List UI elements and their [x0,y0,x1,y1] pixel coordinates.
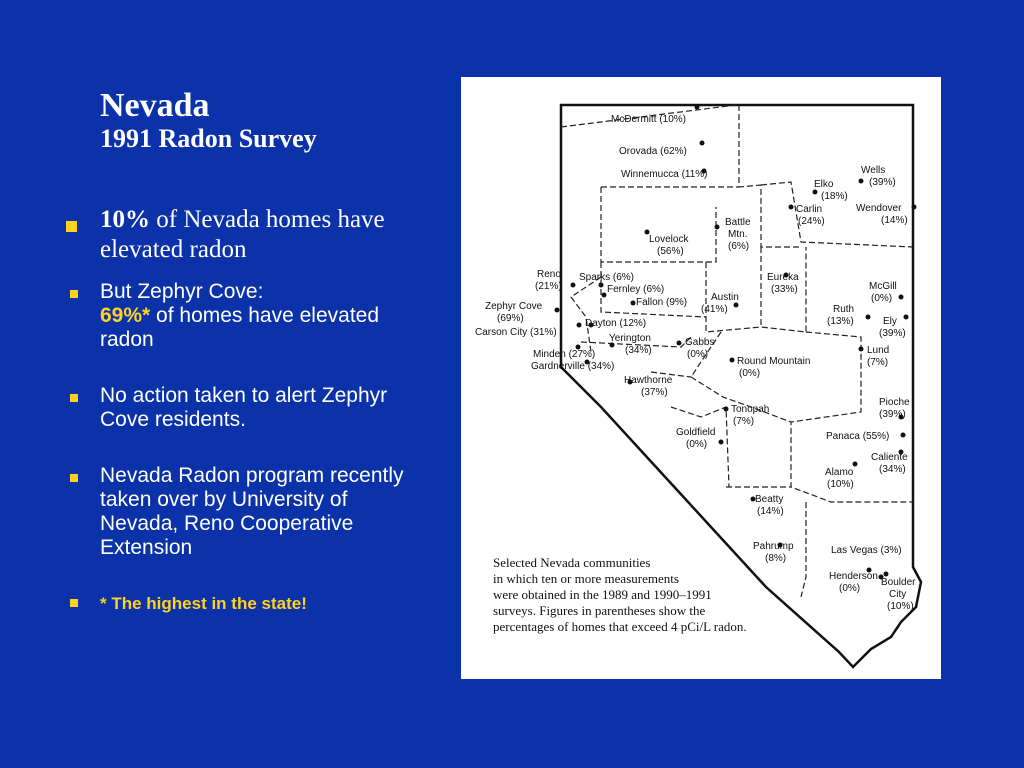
slide-subtitle: 1991 Radon Survey [100,124,317,153]
title-block [100,88,317,154]
label-winnemucca: Winnemucca (11%) [621,169,708,180]
label-beatty-2: (14%) [757,506,784,517]
label-battle-3: (6%) [728,241,750,252]
dot-ely [904,315,909,320]
label-boulder-3: (10%) [887,601,914,612]
dot-tonopah [724,407,729,412]
label-carlin-2: (24%) [798,216,825,227]
label-carlin-1: Carlin [796,204,823,215]
caption-line-3: were obtained in the 1989 and 1990–1991 [493,587,712,602]
zephyr-suffix: of homes have elevated radon [100,304,380,351]
main-bullet-percent: 10% [100,206,150,233]
label-orovada: Orovada (62%) [619,146,687,157]
label-austin-2: (41%) [701,304,728,315]
label-tonopah-2: (7%) [733,416,755,427]
label-mcgill-2: (0%) [871,293,893,304]
label-goldfield-1: Goldfield [676,427,716,438]
label-boulder-1: Boulder [881,577,916,588]
label-reno-1: Reno [537,269,561,280]
label-alamo-1: Alamo [825,467,854,478]
label-sparks: Sparks (6%) [579,272,635,283]
main-bullet-text: of Nevada homes have elevated radon [100,206,385,263]
zephyr-prefix: But Zephyr Cove: [100,280,264,303]
nevada-map-panel [461,77,941,679]
label-round-mountain-2: (0%) [739,368,761,379]
square-bullet-icon [70,474,78,482]
square-bullet-icon [70,290,78,298]
label-dayton: Dayton (12%) [585,318,647,329]
bullet-no-action [70,384,430,432]
bullet-program [70,464,430,560]
label-wells-1: Wells [861,165,886,176]
label-caliente-2: (34%) [879,464,906,475]
dot-alamo [853,462,858,467]
highest-text: * The highest in the state! [100,594,307,613]
dot-lund [859,347,864,352]
label-henderson-2: (0%) [839,583,861,594]
dot-battle-mtn [715,225,720,230]
label-beatty-1: Beatty [755,494,784,505]
label-las-vegas: Las Vegas (3%) [831,545,902,556]
label-boulder-2: City [889,589,907,600]
label-wells-2: (39%) [869,177,896,188]
label-panaca: Panaca (55%) [826,431,890,442]
label-gardnerville: Gardnerville (34%) [531,361,615,372]
dot-mcdermitt [695,105,700,110]
label-austin-1: Austin [711,292,739,303]
caption-line-1: Selected Nevada communities [493,555,651,570]
slide-title: Nevada [100,87,210,124]
label-reno-2: (21%) [535,281,562,292]
label-ely-1: Ely [883,316,897,327]
label-ruth-1: Ruth [833,304,855,315]
program-text: Nevada Radon program recently taken over by University of Nevada, Reno Cooperative Extension [100,464,404,559]
label-lovelock-2: (56%) [657,246,684,257]
caption-line-5: percentages of homes that exceed 4 pCi/L radon. [493,619,747,634]
dot-carlin [789,205,794,210]
label-hawthorne-2: (37%) [641,387,668,398]
dot-wells [859,179,864,184]
square-bullet-icon [66,221,77,232]
label-yerington-1: Yerington [609,333,651,344]
caption-line-2: in which ten or more measurements [493,571,679,586]
label-pioche-1: Pioche [879,397,910,408]
dot-panaca [901,433,906,438]
dot-austin [734,303,739,308]
label-goldfield-2: (0%) [686,439,708,450]
dot-zephyr-cove [555,308,560,313]
dot-gabbs [677,341,682,346]
label-battle-1: Battle [725,217,751,228]
label-gabbs-1: Gabbs [685,337,715,348]
label-lund-2: (7%) [867,357,889,368]
label-pioche-2: (39%) [879,409,906,420]
label-eureka-1: Eureka [767,272,799,283]
map-caption [493,555,747,634]
label-wendover-2: (14%) [881,215,908,226]
dot-boulder-city [884,572,889,577]
label-pahrump-2: (8%) [765,553,787,564]
label-caliente-1: Caliente [871,452,908,463]
label-gabbs-2: (0%) [687,349,709,360]
label-fallon: Fallon (9%) [636,297,688,308]
square-bullet-icon [70,394,78,402]
caption-line-4: surveys. Figures in parentheses show the [493,603,706,618]
main-bullet [70,205,410,265]
label-alamo-2: (10%) [827,479,854,490]
label-battle-2: Mtn. [728,229,748,240]
zephyr-value: 69%* [100,304,151,327]
sub-bullet-list [70,280,430,616]
label-lund-1: Lund [867,345,890,356]
dot-fernley [602,293,607,298]
nevada-map [461,77,941,679]
label-lovelock-1: Lovelock [649,234,689,245]
label-eureka-2: (33%) [771,284,798,295]
dot-wendover [912,205,917,210]
label-elko-1: Elko [814,179,834,190]
label-hawthorne-1: Hawthorne [624,375,673,386]
dot-elko [813,190,818,195]
label-wendover-1: Wendover [856,203,902,214]
dot-fallon [631,301,636,306]
label-zephyr-2: (69%) [497,313,524,324]
dot-goldfield [719,440,724,445]
dot-carson-city [577,323,582,328]
label-mcgill-1: McGill [869,281,897,292]
city-labels [475,114,916,612]
dot-round-mountain [730,358,735,363]
square-bullet-icon [70,599,78,607]
bullet-zephyr [70,280,430,352]
label-yerington-2: (34%) [625,345,652,356]
label-ruth-2: (13%) [827,316,854,327]
label-henderson-1: Henderson [829,571,878,582]
dot-reno [571,283,576,288]
no-action-text: No action taken to alert Zephyr Cove residents. [100,384,388,431]
dot-sparks [599,283,604,288]
label-pahrump-1: Pahrump [753,541,794,552]
label-mcdermitt: McDermitt (10%) [611,114,687,125]
label-zephyr-1: Zephyr Cove [485,301,543,312]
label-elko-2: (18%) [821,191,848,202]
label-ely-2: (39%) [879,328,906,339]
label-tonopah-1: Tonopah [731,404,770,415]
dot-mcgill [899,295,904,300]
label-round-mountain-1: Round Mountain [737,356,811,367]
dot-ruth [866,315,871,320]
bullet-highest [70,592,430,616]
label-carson: Carson City (31%) [475,327,557,338]
label-minden: Minden (27%) [533,349,596,360]
label-fernley: Fernley (6%) [607,284,665,295]
dot-orovada [700,141,705,146]
